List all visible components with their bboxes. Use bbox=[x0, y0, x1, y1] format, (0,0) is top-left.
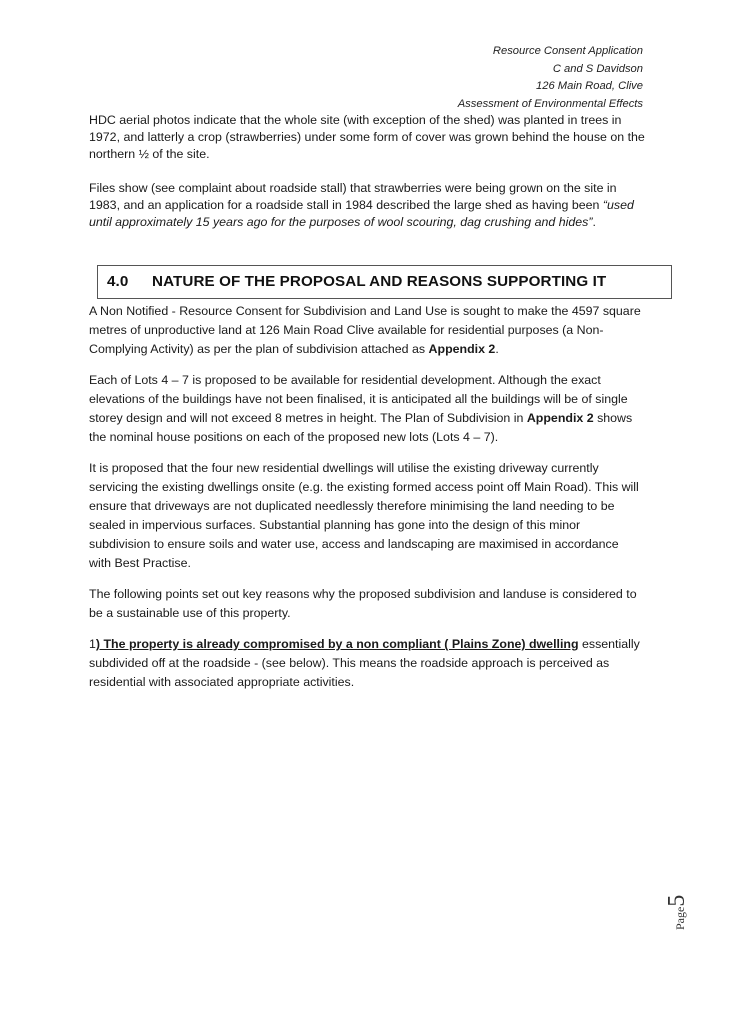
page-number bbox=[664, 880, 694, 930]
body-paragraph-consent-end: . bbox=[495, 342, 499, 356]
body-paragraph-lots-end: shows the nominal house positions on each of the proposed new lots (Lots 4 – 7). bbox=[89, 411, 633, 444]
section-body bbox=[89, 302, 644, 704]
section-heading-box bbox=[97, 265, 672, 299]
header-line-subtitle: Assessment of Environmental Effects bbox=[457, 97, 643, 110]
intro-paragraph-files-end: . bbox=[592, 215, 596, 229]
section-heading bbox=[107, 273, 606, 290]
header-line-applicant: C and S Davidson bbox=[552, 62, 643, 75]
point-1 bbox=[89, 635, 644, 692]
header-line-address: 126 Main Road, Clive bbox=[536, 80, 643, 92]
body-paragraph-consent bbox=[89, 302, 644, 359]
intro-section bbox=[89, 112, 649, 231]
section-number: 4.0 bbox=[107, 273, 129, 290]
point-1-text: essentially subdivided off at the roadside - (see below). This means the roadside approach is perceived as residential with associated appropriate activities. bbox=[89, 637, 640, 689]
body-paragraph-lots-text: Each of Lots 4 – 7 is proposed to be available for residential development. Although the exact elevations of the buildings have not been finalised, it is anticipated all the buildings will be of single storey design and will not exceed 8 metres in height. The Plan of Subdivision in bbox=[89, 373, 628, 425]
body-paragraph-reasons: The following points set out key reasons why the proposed subdivision and landuse is considered to be a sustainable use of this property. bbox=[89, 587, 637, 620]
intro-paragraph-files bbox=[89, 180, 649, 231]
body-paragraph-driveway: It is proposed that the four new residential dwellings will utilise the existing driveway currently servicing the existing dwellings onsite (e.g. the existing formed access point off Main Road). This will ensure that driveways are not duplicated needlessly therefore minimising the land needing to be sealed in impervious surfaces. Substantial planning has gone into the design of this minor subdivision to ensure soils and water use, access and landscaping are maximised in accordance with Best Practise. bbox=[89, 461, 639, 570]
document-header bbox=[458, 43, 643, 113]
header-line-title: Resource Consent Application bbox=[492, 45, 643, 57]
point-1-title: ) The property is already compromised by a non compliant ( Plains Zone) dwelling bbox=[95, 637, 579, 651]
body-paragraph-lots bbox=[89, 371, 644, 447]
section-title: NATURE OF THE PROPOSAL AND REASONS SUPPORTING IT bbox=[152, 273, 607, 290]
page-label: Page bbox=[673, 906, 687, 930]
appendix-reference: Appendix 2 bbox=[526, 411, 594, 425]
intro-paragraph-aerial: HDC aerial photos indicate that the whole site (with exception of the shed) was planted in trees in 1972, and latterly a crop (strawberries) under some form of cover was grown behind the house on the northern ½ of the site. bbox=[89, 113, 645, 161]
appendix-reference: Appendix 2 bbox=[428, 342, 496, 356]
body-paragraph-consent-text: A Non Notified - Resource Consent for Subdivision and Land Use is sought to make the 4597 square metres of unproductive land at 126 Main Road Clive available for residential purposes (a Non-Complying Activity) as per the plan of subdivision attached as bbox=[89, 304, 641, 356]
point-1-number: 1 bbox=[89, 637, 96, 651]
intro-paragraph-files-quote: “used until approximately 15 years ago for the purposes of wool scouring, dag crushing and hides” bbox=[89, 198, 634, 229]
intro-paragraph-files-text: Files show (see complaint about roadside stall) that strawberries were being grown on the site in 1983, and an application for a roadside stall in 1984 described the large shed as having been bbox=[89, 181, 617, 212]
page-digit: 5 bbox=[664, 894, 690, 907]
page-number-rotated bbox=[664, 880, 714, 930]
